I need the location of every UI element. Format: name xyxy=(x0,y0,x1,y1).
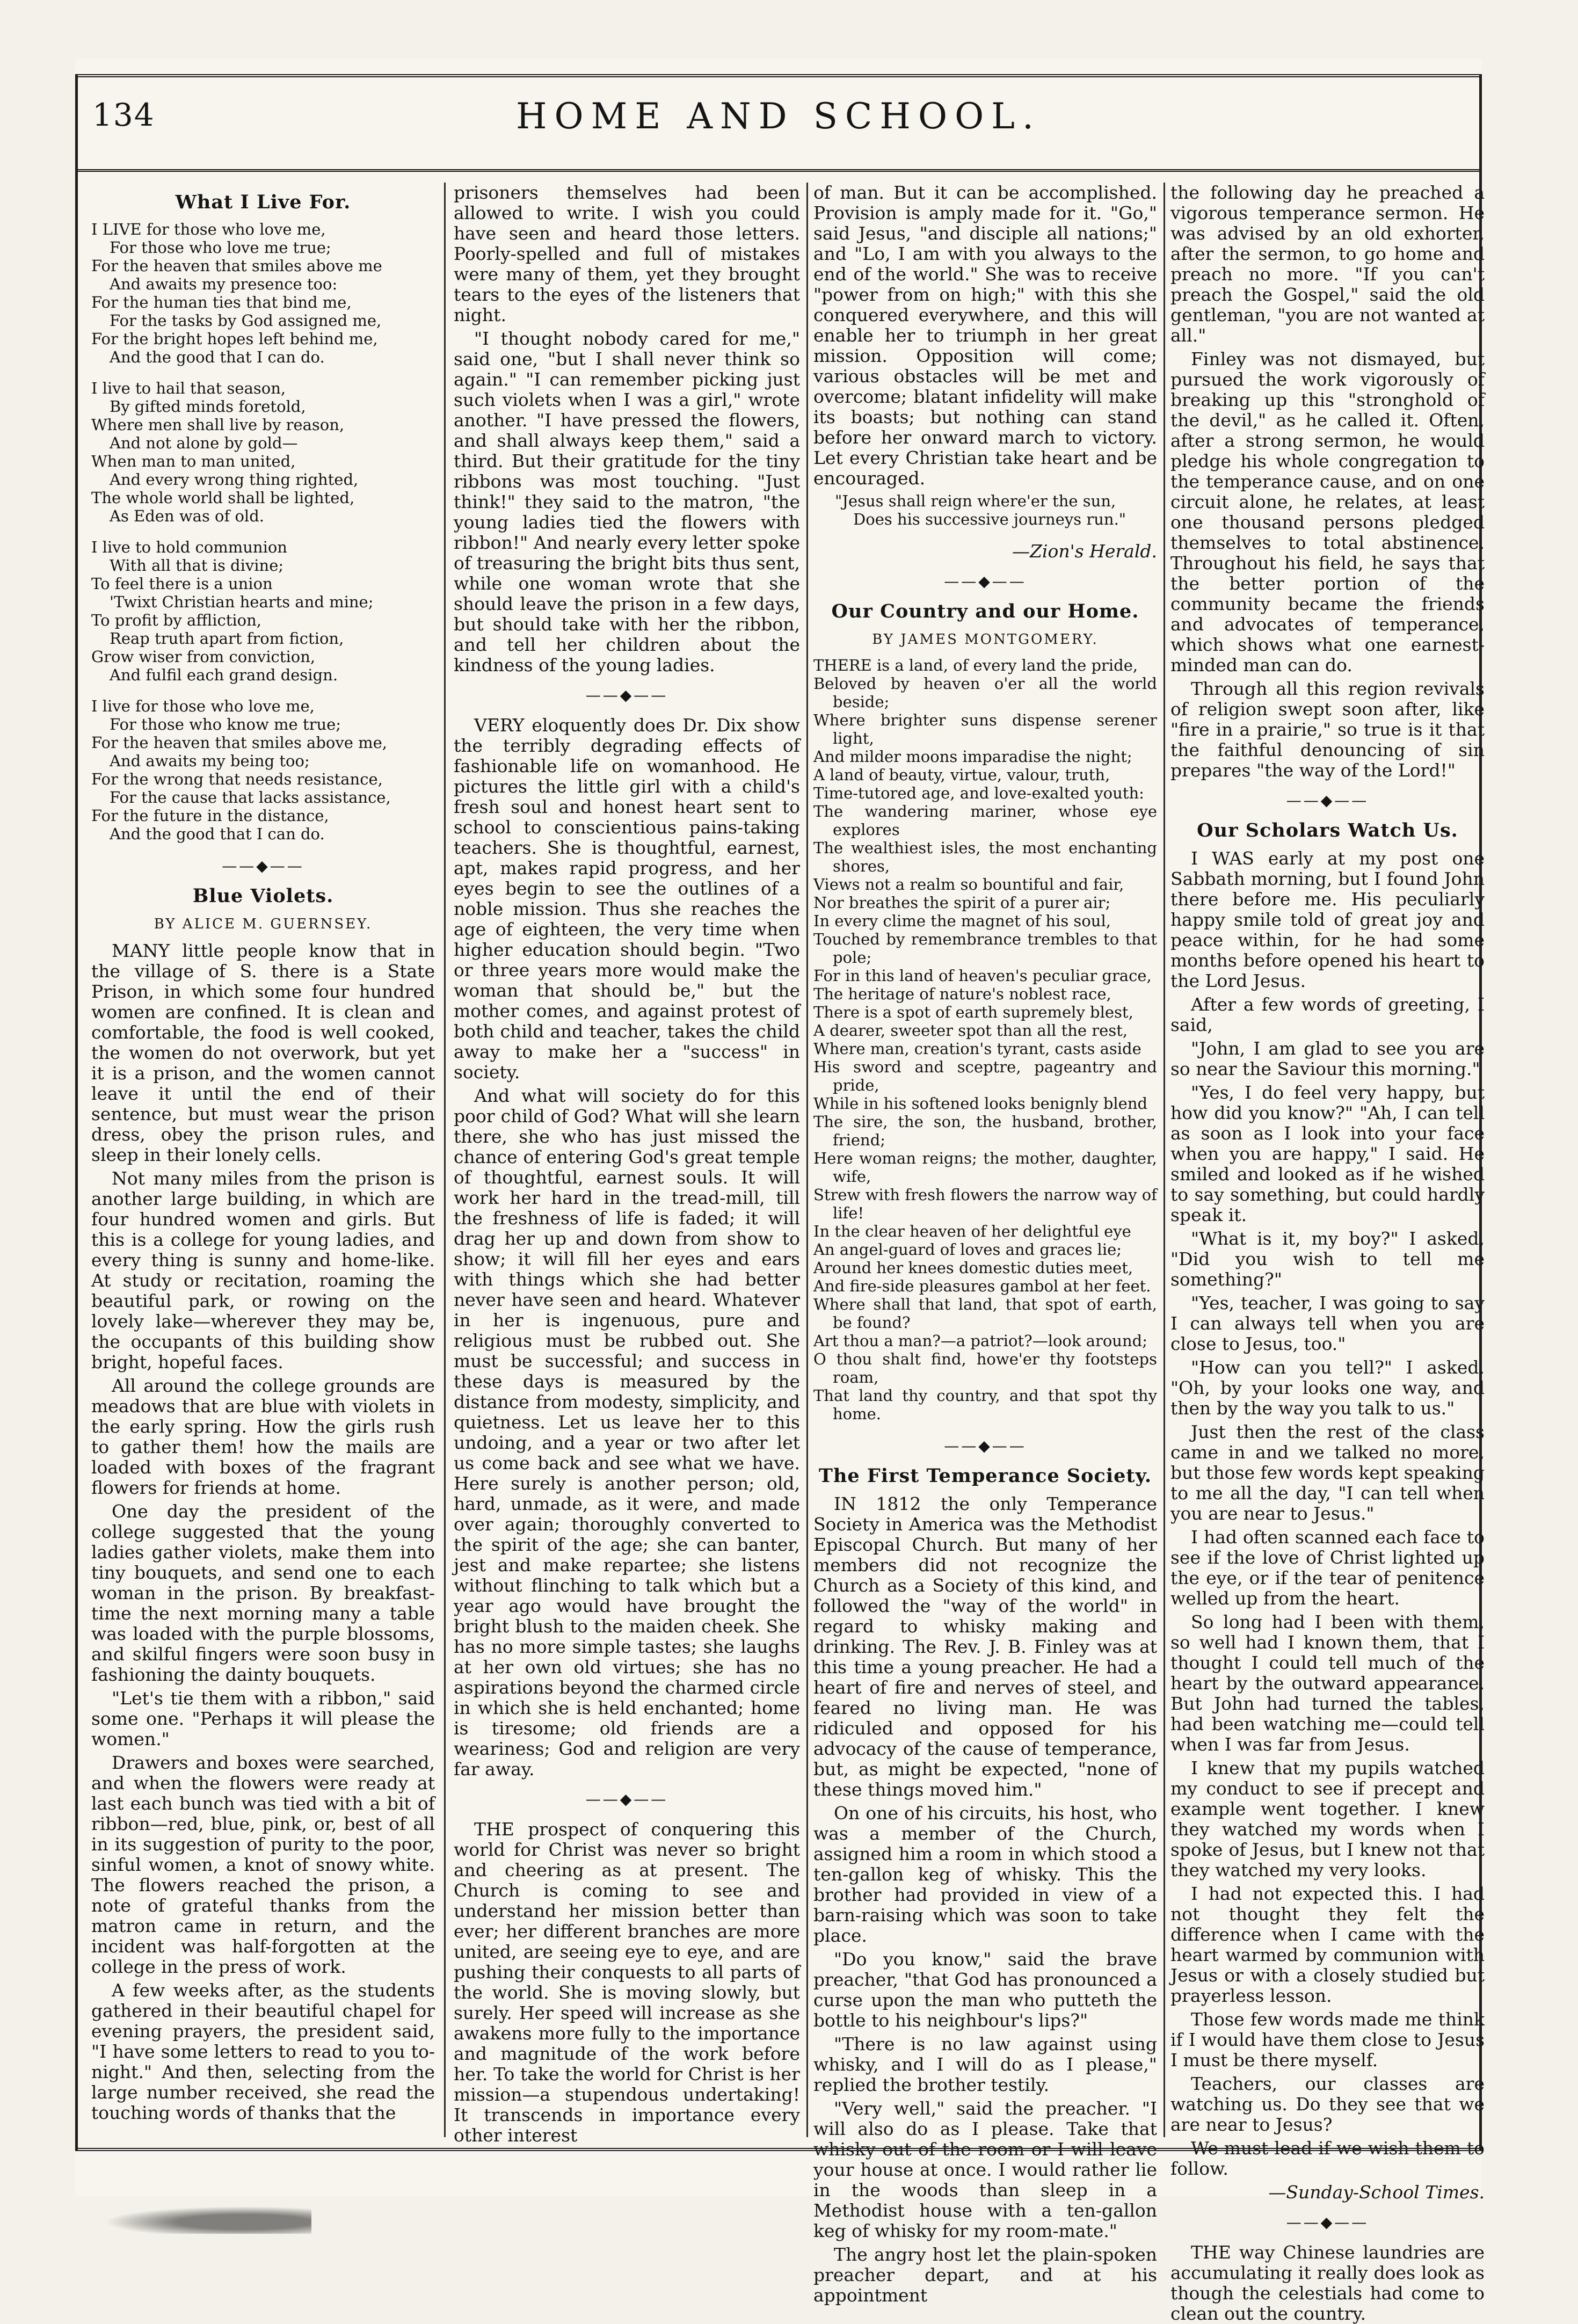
poem-line: For the heaven that smiles above me xyxy=(91,257,382,275)
poem-byline: BY JAMES MONTGOMERY. xyxy=(872,631,1099,648)
paragraph: "How can you tell?" I asked. "Oh, by your looks one way, and then by the way you talk to us." xyxy=(1170,1357,1485,1419)
poem-line: For the bright hopes left behind me, xyxy=(91,330,378,348)
poem-line: Where shall that land, that spot of earth, be found? xyxy=(813,1295,1157,1332)
poem-stanza xyxy=(91,538,435,684)
paragraph: "Do you know," said the brave preacher, "that God has pronounced a curse upon the man who putteth the bottle to his neighbour's lips?" xyxy=(813,1949,1157,2031)
poem-line: With all that is divine; xyxy=(110,556,284,575)
column-3 xyxy=(813,182,1157,2306)
paragraph: Through all this region revivals of religion swept soon after, like "fire in a prairie," so true is it that the faithful denouncing of sin prepares "the way of the Lord!" xyxy=(1170,678,1485,781)
column-4 xyxy=(1170,182,1485,2324)
paragraph: I had often scanned each face to see if the love of Christ lighted up the eye, or if the tear of penitence welled up from the heart. xyxy=(1170,1527,1485,1609)
poem-stanza xyxy=(91,697,435,843)
poem-line: Strew with fresh flowers the narrow way of life! xyxy=(813,1186,1157,1222)
poem-line: For those who love me true; xyxy=(110,238,331,257)
paragraph: On one of his circuits, his host, who was a member of the Church, assigned him a room in which stood a ten-gallon keg of whisky. This the brother had provided in view of a barn-raising which was soon to take place. xyxy=(813,1803,1157,1946)
poem-line: A dearer, sweeter spot than all the rest, xyxy=(813,1021,1128,1040)
poem-line: The heritage of nature's noblest race, xyxy=(813,985,1111,1003)
poem-line: There is a spot of earth supremely blest, xyxy=(813,1003,1133,1021)
poem-line: When man to man united, xyxy=(91,452,296,470)
article-title: Blue Violets. xyxy=(192,885,334,907)
left-border-rule xyxy=(75,74,78,2151)
article-byline: BY ALICE M. GUERNSEY. xyxy=(154,916,373,932)
poem-line: That land thy country, and that spot thy home. xyxy=(813,1386,1157,1423)
paragraph: "Very well," said the preacher. "I will also do as I please. Take that whisky out of the room or I will leave your house at once. I would rather lie in the woods than sleep in a Methodist house with a ten-gallon keg of whisky for my room-mate." xyxy=(813,2098,1157,2241)
poem-line: For the future in the distance, xyxy=(91,807,329,825)
paragraph: One day the president of the college suggested that the young ladies gather violets, make them into tiny bouquets, and send one to each woman in the prison. By breakfast-time the next morning many a table was loaded with the purple blossoms, and skilful fingers were soon busy in fashioning the dainty bouquets. xyxy=(91,1501,435,1685)
poem-line: And milder moons imparadise the night; xyxy=(813,747,1132,766)
poem-line: I live to hold communion xyxy=(91,538,287,556)
paragraph: I had not expected this. I had not thought they felt the difference when I came with the heart warmed by communion with Jesus or with a closely studied but prayerless lesson. xyxy=(1170,1883,1485,2006)
poem-what-i-live-for xyxy=(91,220,435,843)
poem-line: Grow wiser from conviction, xyxy=(91,648,316,666)
poem-line: By gifted minds foretold, xyxy=(110,397,306,416)
poem-stanza xyxy=(835,492,1157,528)
poem-line: The whole world shall be lighted, xyxy=(91,489,355,507)
header-rule xyxy=(75,169,1482,172)
masthead-title: HOME AND SCHOOL. xyxy=(515,96,1041,137)
poem-stanza xyxy=(91,379,435,525)
section-separator: ——◆—— xyxy=(222,857,304,875)
paragraph: Those few words made me think if I would have them close to Jesus I must be there myself. xyxy=(1170,2009,1485,2071)
page-number: 134 xyxy=(92,97,155,133)
paragraph: prisoners themselves had been allowed to write. I wish you could have seen and heard those letters. Poorly-spelled and full of mistakes were many of them, yet they brought tears to the eyes of the listeners that night. xyxy=(454,182,800,325)
section-separator: ——◆—— xyxy=(585,686,668,704)
poem-line: Views not a realm so bountiful and fair, xyxy=(813,875,1124,894)
poem-line: Around her knees domestic duties meet, xyxy=(813,1259,1133,1277)
poem-line: For those who know me true; xyxy=(110,715,341,733)
poem-line: An angel-guard of loves and graces lie; xyxy=(813,1240,1122,1259)
section-separator: ——◆—— xyxy=(944,572,1027,590)
poem-line: And the good that I can do. xyxy=(110,825,325,843)
column-divider xyxy=(806,183,808,2137)
paragraph: THE way Chinese laundries are accumulating it really does look as though the celestials had come to clean out the country. xyxy=(1170,2242,1485,2324)
poem-title: What I Live For. xyxy=(175,191,351,213)
paragraph: Finley was not dismayed, but pursued the work vigorously of breaking up this "stronghold of the devil," as he called it. Often, after a strong sermon, he would pledge his whole congregation to the temperance cause, and on one circuit alone, he relates, at least one thousand persons pledged themselves to total abstinence. Throughout his field, he says that the better portion of the community became the friends and advocates of temperance, which shows what one earnest-minded man can do. xyxy=(1170,348,1485,676)
poem-our-country xyxy=(813,656,1157,1423)
poem-line: Where man, creation's tyrant, casts aside xyxy=(813,1040,1141,1058)
scan-smudge xyxy=(86,2204,311,2234)
column-2 xyxy=(454,182,800,2146)
poem-line: Reap truth apart from fiction, xyxy=(110,629,344,648)
quote-attribution: —Zion's Herald. xyxy=(1012,541,1157,562)
poem-line: 'Twixt Christian hearts and mine; xyxy=(110,593,374,611)
poem-line: In every clime the magnet of his soul, xyxy=(813,912,1111,930)
poem-line: And awaits my being too; xyxy=(110,752,310,770)
poem-line: Time-tutored age, and love-exalted youth: xyxy=(813,784,1144,802)
poem-line: For the tasks by God assigned me, xyxy=(110,311,382,330)
poem-line: Where brighter suns dispense serener light, xyxy=(813,711,1157,747)
poem-line: And not alone by gold— xyxy=(110,434,298,452)
poem-line: While in his softened looks benignly blend xyxy=(813,1094,1148,1113)
top-border-rule xyxy=(75,74,1482,77)
paragraph: "I thought nobody cared for me," said one, "but I shall never think so again." "I can remember picking just such violets when I was a girl," wrote another. "I have pressed the flowers, and shall always keep them," said a third. But their gratitude for the tiny ribbons was most touching. "Just think!" they said to the matron, "the young ladies tied the flowers with ribbon!" And nearly every letter spoke of treasuring the bright bits thus sent, while one woman wrote that she should leave the prison in a few days, but should take with her the ribbon, and tell her children about the kindness of the young ladies. xyxy=(454,328,800,676)
section-separator: ——◆—— xyxy=(585,1790,668,1808)
article-title: Our Scholars Watch Us. xyxy=(1197,819,1458,841)
bottom-border-rule xyxy=(75,2148,1482,2151)
poem-line: Where men shall live by reason, xyxy=(91,416,345,434)
paragraph: "Let's tie them with a ribbon," said some one. "Perhaps it will please the women." xyxy=(91,1688,435,1749)
poem-line: The wandering mariner, whose eye explores xyxy=(813,802,1157,839)
poem-line: In the clear heaven of her delightful eye xyxy=(813,1222,1131,1240)
paragraph: A few weeks after, as the students gathered in their beautiful chapel for evening prayers, the president said, "I have some letters to read to you to-night." And then, selecting from the large number received, she read the touching words of thanks that the xyxy=(91,1980,435,2123)
poem-line: For in this land of heaven's peculiar grace, xyxy=(813,967,1152,985)
column-divider xyxy=(1163,183,1165,2137)
hymn-quote xyxy=(813,492,1157,528)
poem-title: Our Country and our Home. xyxy=(831,600,1139,622)
paragraph: MANY little people know that in the village of S. there is a State Prison, in which some four hundred women are confined. It is clean and comfortable, the food is well cooked, the women do not overwork, but yet it is a prison, and the women cannot leave it until the end of their sentence, but must wear the prison dress, obey the prison rules, and sleep in their lonely cells. xyxy=(91,940,435,1165)
paragraph: Just then the rest of the class came in and we talked no more, but those few words kept speaking to me all the day, "I can tell when you are near to Jesus." xyxy=(1170,1421,1485,1524)
paragraph: IN 1812 the only Temperance Society in America was the Methodist Episcopal Church. But many of her members did not recognize the Church as a Society of this kind, and followed the "way of the world" in regard to whisky making and drinking. The Rev. J. B. Finley was at this time a young preacher. He had a heart of fire and nerves of steel, and feared no living man. He was ridiculed and opposed for his advocacy of the cause of temperance, but, as might be expected, "none of these things moved him." xyxy=(813,1493,1157,1800)
poem-line: Does his successive journeys run." xyxy=(853,510,1126,528)
poem-line: His sword and sceptre, pageantry and pride, xyxy=(813,1058,1157,1094)
article-title: The First Temperance Society. xyxy=(818,1465,1152,1487)
section-separator: ——◆—— xyxy=(944,1437,1027,1455)
poem-line: The wealthiest isles, the most enchanting shores, xyxy=(813,839,1157,875)
poem-line: Beloved by heaven o'er all the world beside; xyxy=(813,674,1157,711)
paragraph: "Yes, I do feel very happy, but how did you know?" "Ah, I can tell as soon as I look into your face when you are happy," I said. He smiled and looked as if he wished to say something, but could hardly speak it. xyxy=(1170,1082,1485,1225)
paragraph: And what will society do for this poor child of God? What will she learn there, she who has just missed the chance of entering God's great temple of thoughtful, earnest souls. It will work her hard in the tread-mill, till the freshness of life is faded; it will drag her up and down from show to show; it will fill her eyes and ears with things which she had better never have seen and heard. Whatever in her is ingenuous, pure and religious must be rubbed out. She must be successful; and success in these days is measured by the distance from modesty, simplicity, and quietness. Let us leave her to this undoing, and a year or two after let us come back and see what we have. Here surely is another person; old, hard, unmade, as it were, and made over again; thoroughly converted to the spirit of the age; she can banter, jest and make repartee; she listens without flinching to talk which but a year ago would have brought the bright blush to the maiden cheek. She has no more simple tastes; she laughs at her own old virtues; she has no aspirations beyond the charmed circle in which she is held enchanted; home is tiresome; old friends are a weariness; God and religion are very far away. xyxy=(454,1085,800,1780)
paragraph: "There is no law against using whisky, and I will do as I please," replied the brother testily. xyxy=(813,2034,1157,2095)
poem-line: Here woman reigns; the mother, daughter, wife, xyxy=(813,1149,1157,1186)
paragraph: THE prospect of conquering this world for Christ was never so bright and cheering as at present. The Church is coming to see and understand her mission better than ever; her different branches are more united, are seeing eye to eye, and are pushing their conquests to all parts of the world. She is moving slowly, but surely. Her speed will increase as she awakens more fully to the importance and magnitude of the work before her. To take the world for Christ is her mission—a stupendous undertaking! It transcends in importance every other interest xyxy=(454,1819,800,2146)
poem-line: To profit by affliction, xyxy=(91,611,262,629)
paragraph: I knew that my pupils watched my conduct to see if precept and example went together. I knew they watched my words when I spoke of Jesus, but I knew not that they watched my very looks. xyxy=(1170,1757,1485,1880)
paragraph: of man. But it can be accomplished. Provision is amply made for it. "Go," said Jesus, "and disciple all nations;" and "Lo, I am with you always to the end of the world." She was to receive "power from on high;" with this she conquered everywhere, and this will enable her to triumph in her great mission. Opposition will come; various obstacles will be met and overcome; blatant infidelity will make its boasts; but nothing can stand before her onward march to victory. Let every Christian take heart and be encouraged. xyxy=(813,182,1157,489)
paragraph: "What is it, my boy?" I asked, "Did you wish to tell me something?" xyxy=(1170,1228,1485,1290)
poem-line: Nor breathes the spirit of a purer air; xyxy=(813,894,1111,912)
poem-line: I live for those who love me, xyxy=(91,697,315,715)
poem-stanza xyxy=(91,220,435,366)
article-attribution: —Sunday-School Times. xyxy=(1268,2182,1485,2203)
poem-line: The sire, the son, the husband, brother, friend; xyxy=(813,1113,1157,1149)
poem-line: For the cause that lacks assistance, xyxy=(110,788,391,807)
poem-line: Touched by remembrance trembles to that pole; xyxy=(813,930,1157,967)
poem-line: And every wrong thing righted, xyxy=(110,470,359,489)
paragraph: VERY eloquently does Dr. Dix show the terribly degrading effects of fashionable life on womanhood. He pictures the little girl with a child's fresh soul and honest heart sent to school to conscientious pains-taking teachers. She is thoughtful, earnest, apt, makes rapid progress, and her eyes begin to see the outlines of a noble mission. Thus she reaches the age of eighteen, the very time when higher education should begin. "Two or three years more would make the woman that should be," but the mother comes, and against protest of both child and teacher, takes the child away to make her a "success" in society. xyxy=(454,715,800,1083)
poem-line: And fire-side pleasures gambol at her feet. xyxy=(813,1277,1151,1295)
paragraph: I WAS early at my post one Sabbath morning, but I found John there before me. His peculiarly happy smile told of great joy and peace within, for he had some months before opened his heart to the Lord Jesus. xyxy=(1170,848,1485,991)
paragraph: Teachers, our classes are watching us. Do they see that we are near to Jesus? xyxy=(1170,2073,1485,2135)
poem-line: As Eden was of old. xyxy=(110,507,264,525)
poem-line: For the heaven that smiles above me, xyxy=(91,733,387,752)
poem-line: Art thou a man?—a patriot?—look around; xyxy=(813,1332,1147,1350)
section-separator: ——◆—— xyxy=(1286,2213,1369,2231)
paragraph: the following day he preached a vigorous temperance sermon. He was advised by an old exhorter, after the sermon, to go home and preach no more. "If you can't preach the Gospel," said the old gentleman, "you are not wanted at all." xyxy=(1170,182,1485,346)
paragraph: All around the college grounds are meadows that are blue with violets in the early spring. How the girls rush to gather them! how the mails are loaded with boxes of the fragrant flowers for friends at home. xyxy=(91,1375,435,1498)
poem-line: I LIVE for those who love me, xyxy=(91,220,326,238)
poem-line: For the human ties that bind me, xyxy=(91,293,352,311)
column-1 xyxy=(91,183,435,2137)
poem-line: O thou shalt find, howe'er thy footsteps roam, xyxy=(813,1350,1157,1386)
poem-stanza xyxy=(813,656,1157,1423)
paragraph: After a few words of greeting, I said, xyxy=(1170,994,1485,1035)
paragraph: Drawers and boxes were searched, and when the flowers were ready at last each bunch was tied with a bit of ribbon—red, blue, pink, or, best of all in its suggestion of purity to the poor, sinful women, a knot of snowy white. The flowers reached the prison, a note of grateful thanks from the matron came in return, and the incident was half-forgotten at the college in the press of work. xyxy=(91,1752,435,1977)
paragraph: "John, I am glad to see you are so near the Saviour this morning." xyxy=(1170,1038,1485,1079)
paragraph: Not many miles from the prison is another large building, in which are four hundred women and girls. But this is a college for young ladies, and every thing is sunny and home-like. At study or recitation, roaming the beautiful park, or rowing on the lovely lake—wherever they may be, the occupants of this building show bright, hopeful faces. xyxy=(91,1168,435,1372)
paragraph: "Yes, teacher, I was going to say I can always tell when you are close to Jesus, too." xyxy=(1170,1292,1485,1354)
paragraph: The angry host let the plain-spoken preacher depart, and at his appointment xyxy=(813,2244,1157,2306)
paragraph: We must lead if we wish them to follow. xyxy=(1170,2138,1485,2179)
poem-line: To feel there is a union xyxy=(91,575,273,593)
poem-line: A land of beauty, virtue, valour, truth, xyxy=(813,766,1110,784)
newspaper-page xyxy=(75,59,1485,2324)
poem-line: For the wrong that needs resistance, xyxy=(91,770,383,788)
poem-line: And the good that I can do. xyxy=(110,348,325,366)
section-separator: ——◆—— xyxy=(1286,791,1369,809)
column-divider xyxy=(444,183,446,2137)
paragraph: So long had I been with them, so well had I known them, that I thought I could tell much of the heart by the outward appearance. But John had turned the tables, had been watching me—could tell when I was far from Jesus. xyxy=(1170,1611,1485,1755)
poem-line: THERE is a land, of every land the pride, xyxy=(813,656,1138,674)
poem-line: "Jesus shall reign where'er the sun, xyxy=(835,492,1116,510)
poem-line: And fulfil each grand design. xyxy=(110,666,338,684)
poem-line: I live to hail that season, xyxy=(91,379,286,397)
poem-line: And awaits my presence too: xyxy=(110,275,338,293)
